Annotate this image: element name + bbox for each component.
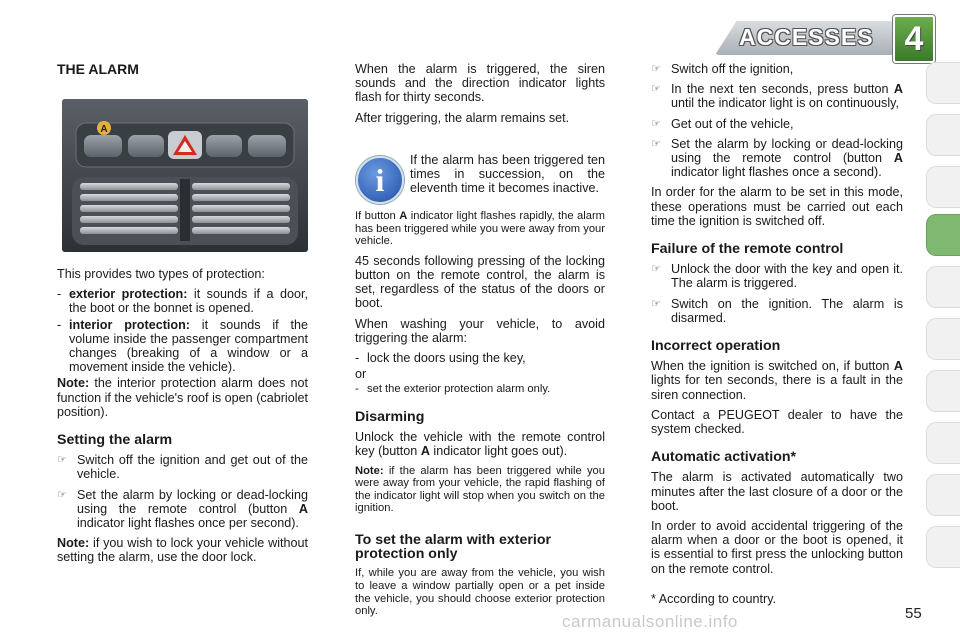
- bullet-item: [651, 262, 903, 290]
- bullet-item: [57, 488, 308, 531]
- dashboard-photo: [62, 99, 308, 252]
- setting-title: Setting the alarm: [57, 432, 173, 449]
- bullet-text: Set the alarm by locking or dead-locking using the remote control (button: [77, 487, 308, 516]
- list-item: - set the exterior protection alarm only.: [355, 383, 605, 396]
- paragraph: When washing your vehicle, to avoid triggering the alarm:: [355, 316, 605, 345]
- side-tab[interactable]: [926, 318, 960, 360]
- column-1-body: [57, 267, 308, 571]
- side-tab[interactable]: [926, 422, 960, 464]
- button-key: A: [893, 82, 904, 97]
- term: interior protection:: [69, 317, 190, 332]
- bullet-text: Switch off the ignition and get out of the vehicle.: [77, 453, 308, 482]
- bullet-item: [651, 137, 903, 180]
- note-text: if you wish to lock your vehicle without setting the alarm, use the door lock.: [57, 536, 309, 565]
- paragraph: 45 seconds following pressing of the locking button on the remote control, the alarm is set, regardless of the status of the doors or boot.: [355, 253, 605, 311]
- note-label: Note:: [57, 376, 90, 391]
- paragraph: After triggering, the alarm remains set.: [355, 110, 570, 125]
- paragraph: In order for the alarm to be set in this mode, these operations must be carried out each time the ignition is switched off.: [651, 185, 903, 228]
- bullet-text: Switch off the ignition,: [671, 62, 794, 76]
- term-text: it sounds if the volume inside the passenger compartment changes (breaking of a window or a movement inside the vehicle).: [69, 317, 308, 375]
- bullet-item: [651, 62, 903, 76]
- button-key: A: [298, 501, 308, 516]
- bullet-item: [651, 117, 903, 131]
- column-3: [651, 62, 903, 582]
- bullet-text: Unlock the door with the key and open it. The alarm is triggered.: [671, 262, 903, 291]
- pointer-icon: ☞: [651, 63, 661, 75]
- incorrect-title: Incorrect operation: [651, 338, 781, 355]
- exterior-title: To set the alarm with exterior protection only: [355, 531, 552, 563]
- pointer-icon: ☞: [57, 454, 67, 467]
- paragraph: If button: [355, 210, 396, 222]
- bullet-item: [57, 453, 308, 481]
- automatic-title: Automatic activation*: [651, 449, 797, 466]
- paragraph: If, while you are away from the vehicle, you wish to leave a window partially open or a pet inside the vehicle, you should choose exterior protection only.: [355, 567, 605, 618]
- paragraph: Unlock the vehicle with the remote control key (button: [355, 430, 605, 459]
- side-tab[interactable]: [926, 370, 960, 412]
- chapter-title: ACCESSES: [739, 24, 874, 50]
- pointer-icon: ☞: [651, 117, 661, 130]
- paragraph: The alarm is activated automatically two minutes after the last closure of a door or the boot.: [651, 470, 903, 513]
- paragraph: indicator light goes out).: [433, 444, 568, 459]
- side-tabs: [926, 62, 960, 582]
- side-tab[interactable]: [926, 526, 960, 568]
- bullet-text: Set the alarm by locking or dead-locking using the remote control (button: [671, 136, 903, 166]
- pointer-icon: ☞: [57, 488, 67, 501]
- button-key: A: [893, 359, 904, 374]
- disarming-title: Disarming: [355, 409, 425, 425]
- or-text: or: [355, 367, 367, 382]
- bullet-item: [651, 82, 903, 110]
- pointer-icon: ☞: [651, 263, 661, 276]
- button-key: A: [420, 444, 430, 459]
- footnote: [651, 592, 903, 612]
- note-label: Note:: [57, 536, 90, 551]
- chapter-number: 4: [893, 15, 935, 63]
- paragraph: When the ignition is switched on, if button: [651, 359, 890, 374]
- bullet-item: [651, 297, 903, 325]
- paragraph: lights for ten seconds, there is a fault in the siren connection.: [651, 373, 903, 402]
- side-tab[interactable]: [926, 474, 960, 516]
- column-2-body: [355, 210, 605, 624]
- bullet-text: until the indicator light is on continuously,: [671, 96, 899, 111]
- bullet-text: In the next ten seconds, press button: [671, 82, 889, 97]
- photo-label-a: A: [100, 124, 108, 135]
- pointer-icon: ☞: [651, 137, 661, 150]
- term-text: it sounds if a door, the boot or the bonnet is opened.: [69, 287, 308, 316]
- list-text: lock the doors using the key,: [367, 351, 526, 365]
- failure-title: Failure of the remote control: [651, 241, 844, 258]
- page-number: 55: [905, 605, 922, 622]
- side-tab[interactable]: [926, 266, 960, 308]
- chapter-banner: [715, 15, 930, 59]
- bullet-text: Get out of the vehicle,: [671, 116, 794, 131]
- side-tab[interactable]: [926, 114, 960, 156]
- paragraph: When the alarm is triggered, the siren sounds and the direction indicator lights flash for thirty seconds.: [355, 62, 605, 105]
- paragraph: indicator light flashes rapidly, the alarm has been triggered while you were away from your vehicle.: [355, 210, 606, 248]
- term: exterior protection:: [69, 287, 188, 302]
- column-1: [57, 62, 308, 76]
- pointer-icon: ☞: [651, 297, 661, 310]
- note-text: if the alarm has been triggered while you were away from your vehicle, the rapid flashing of the indicator light will stop when you switch on the ignition.: [355, 464, 605, 515]
- info-icon: i: [356, 156, 404, 204]
- button-key: A: [893, 151, 903, 166]
- watermark: carmanualsonline.info: [562, 612, 738, 631]
- bullet-text: Switch on the ignition. The alarm is disarmed.: [671, 296, 903, 325]
- footnote-text: * According to country.: [651, 592, 777, 606]
- list-item: - interior protection: it sounds if the volume inside the passenger compartment changes (breaking of a window or a movement inside the vehicle).: [57, 317, 308, 375]
- bullet-text: indicator light flashes once a second).: [671, 165, 882, 180]
- side-tab[interactable]: [926, 166, 960, 208]
- note-label: Note:: [355, 464, 384, 477]
- pointer-icon: ☞: [651, 83, 661, 96]
- side-tab-active[interactable]: [926, 214, 960, 256]
- list-item: - lock the doors using the key,: [355, 351, 605, 365]
- paragraph: Contact a PEUGEOT dealer to have the system checked.: [651, 407, 903, 437]
- list-text: set the exterior protection alarm only.: [367, 383, 551, 396]
- info-text: If the alarm has been triggered ten times in succession, on the eleventh time it becomes inactive.: [410, 153, 605, 196]
- paragraph: In order to avoid accidental triggering of the alarm when a door or the boot is opened, it is essential to first press the unlocking button on the remote control.: [651, 519, 903, 576]
- intro-text: This provides two types of protection:: [57, 267, 265, 281]
- info-box: [410, 153, 605, 202]
- list-item: - exterior protection: it sounds if a door, the boot or the bonnet is opened.: [57, 287, 308, 316]
- bullet-text: indicator light flashes once per second).: [77, 516, 299, 531]
- section-title: THE ALARM: [57, 61, 139, 77]
- side-tab[interactable]: [926, 62, 960, 104]
- button-key: A: [399, 210, 408, 222]
- note-text: the interior protection alarm does not function if the vehicle's roof is open (cabriolet position).: [57, 376, 308, 419]
- column-2: [355, 62, 605, 131]
